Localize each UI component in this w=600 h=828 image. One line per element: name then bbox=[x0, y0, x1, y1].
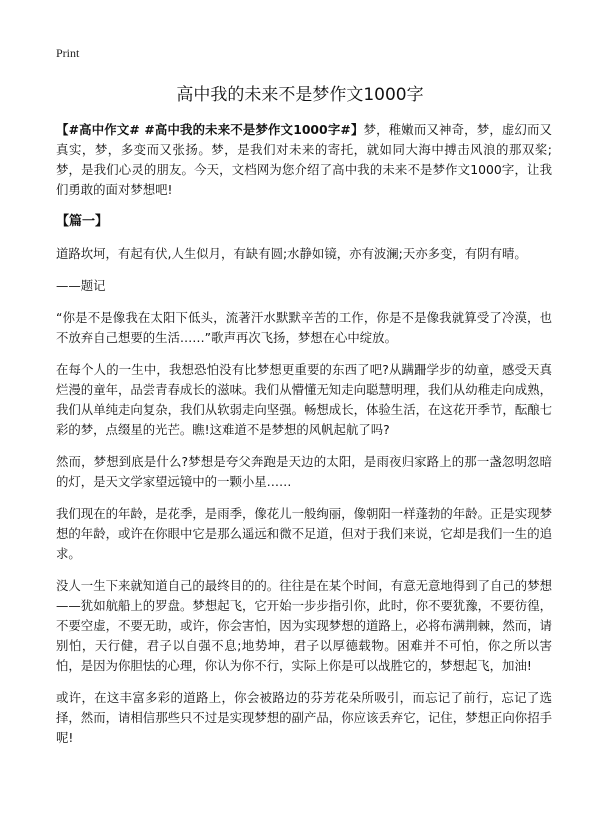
paragraph: “你是不是像我在太阳下低头，流著汗水默默辛苦的工作，你是不是像我就算受了冷漠，也不放弃自己想要的生活……”歌声再次飞扬，梦想在心中绽放。 bbox=[56, 310, 552, 345]
intro-tag: 【#高中作文# #高中我的未来不是梦作文1000字#】 bbox=[56, 122, 364, 137]
paragraph: 道路坎坷，有起有伏,人生似月，有缺有圆;水静如镜，亦有波澜;天亦多变，有阴有晴。 bbox=[56, 246, 527, 261]
article-title: 高中我的未来不是梦作文1000字 bbox=[176, 85, 424, 105]
paragraph: 然而，梦想到底是什么?梦想是夸父奔跑是天边的太阳，是雨夜归家路上的那一盏忽明忽暗的灯，是天文学家望远镜中的一颗小星…… bbox=[56, 454, 552, 489]
intro-paragraph bbox=[56, 120, 552, 200]
print-link[interactable]: Print bbox=[56, 46, 80, 60]
paragraph: 在每个人的一生中，我想恐怕没有比梦想更重要的东西了吧?从蹒跚学步的幼童，感受天真烂漫的童年，品尝青春成长的滋味。我们从懵懂无知走向聪慧明理，我们从幼稚走向成熟，我们从单纯走向复杂，我们从软弱走向坚强。畅想成长，体验生活，在这花开季节，酝酿七彩的梦，点缀星的光芒。瞧!这难道不是梦想的风帆起航了吗? bbox=[56, 362, 552, 437]
paragraph: 我们现在的年龄，是花季，是雨季，像花儿一般绚丽，像朝阳一样蓬勃的年龄。正是实现梦想的年龄，或许在你眼中它是那么遥远和微不足道，但对于我们来说，它却是我们一生的追求。 bbox=[56, 506, 552, 561]
paragraph-epigraph-source: ——题记 bbox=[56, 278, 106, 293]
article-body bbox=[56, 120, 552, 760]
intro-text: 梦，稚嫩而又神奇，梦，虚幻而又真实，梦，多变而又张扬。梦，是我们对未来的寄托，就如同大海中搏击风浪的那双桨;梦，是我们心灵的朋友。今天，文档网为您介绍了高中我的未来不是梦作文1000字，让我们勇敢的面对梦想吧! bbox=[56, 122, 553, 197]
section-heading: 【篇一】 bbox=[56, 214, 109, 229]
paragraph: 没人一生下来就知道自己的最终目的的。往往是在某个时间，有意无意地得到了自己的梦想——犹如航船上的罗盘。梦想起飞，它开始一步步指引你，此时，你不要犹豫，不要彷徨，不要空虚，不要无助，或许，你会害怕，因为实现梦想的道路上，必将布满荆棘，然而，请别怕，天行健，君子以自强不息;地势坤，君子以厚德载物。困难并不可怕，你之所以害怕，是因为你胆怯的心理，你认为你不行，实际上你是可以战胜它的，梦想起飞，加油! bbox=[56, 578, 552, 673]
paragraph: 或许，在这丰富多彩的道路上，你会被路边的芬芳花朵所吸引，而忘记了前行，忘记了选择，然而，请相信那些只不过是实现梦想的副产品，你应该丢弃它，记住，梦想正向你招手呢! bbox=[56, 690, 552, 745]
